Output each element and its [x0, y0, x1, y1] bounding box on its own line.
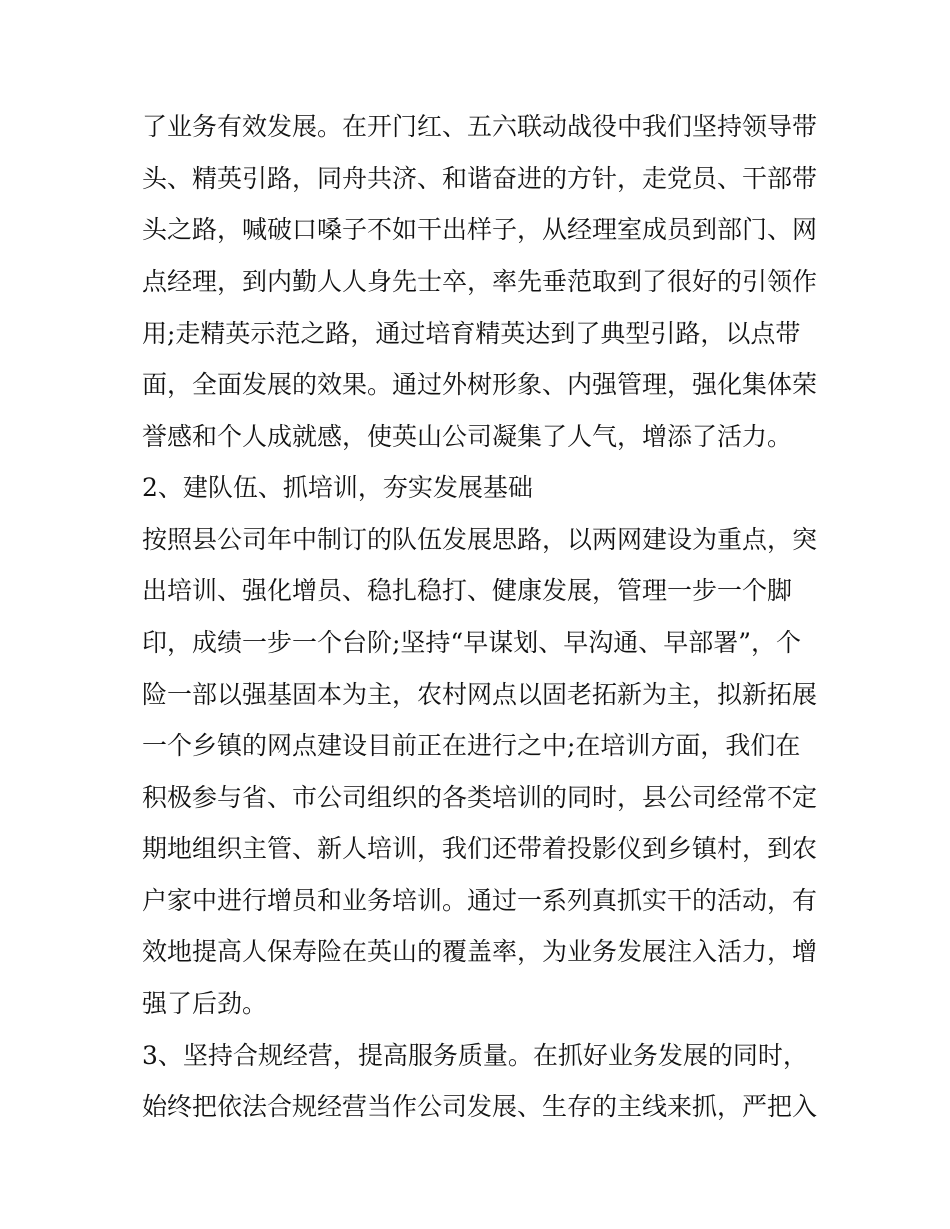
text-line: 按照县公司年中制订的队伍发展思路，以两网建设为重点，突 — [142, 525, 818, 554]
text-line: 点经理，到内勤人人身先士卒，率先垂范取到了很好的引领作 — [142, 267, 818, 296]
text-line: 期地组织主管、新人培训，我们还带着投影仪到乡镇村，到农 — [142, 834, 818, 863]
section-heading: 3、坚持合规经营，提高服务质量。在抓好业务发展的同时， — [142, 1041, 808, 1070]
text-line: 积极参与省、市公司组织的各类培训的同时，县公司经常不定 — [142, 783, 818, 812]
text-line: 头之路，喊破口嗓子不如干出样子，从经理室成员到部门、网 — [142, 215, 818, 244]
text-line: 险一部以强基固本为主，农村网点以固老拓新为主，拟新拓展 — [142, 680, 818, 709]
text-line: 头、精英引路，同舟共济、和谐奋进的方针，走党员、干部带 — [142, 164, 818, 193]
text-line: 出培训、强化增员、稳扎稳打、健康发展，管理一步一个脚 — [142, 576, 793, 605]
text-line: 印，成绩一步一个台阶;坚持“早谋划、早沟通、早部署”，个 — [142, 628, 801, 657]
text-line: 誉感和个人成就感，使英山公司凝集了人气，增添了活力。 — [142, 422, 793, 451]
text-line: 强了后劲。 — [142, 989, 268, 1018]
text-line: 效地提高人保寿险在英山的覆盖率，为业务发展注入活力，增 — [142, 937, 818, 966]
text-line: 一个乡镇的网点建设目前正在进行之中;在培训方面，我们在 — [142, 731, 801, 760]
text-line: 户家中进行增员和业务培训。通过一系列真抓实干的活动，有 — [142, 886, 818, 915]
text-line: 用;走精英示范之路，通过培育精英达到了典型引路，以点带 — [142, 319, 801, 348]
text-line: 始终把依法合规经营当作公司发展、生存的主线来抓，严把入 — [142, 1092, 818, 1121]
text-line: 了业务有效发展。在开门红、五六联动战役中我们坚持领导带 — [142, 112, 818, 141]
section-heading: 2、建队伍、抓培训，夯实发展基础 — [142, 473, 533, 502]
text-line: 面，全面发展的效果。通过外树形象、内强管理，强化集体荣 — [142, 370, 818, 399]
